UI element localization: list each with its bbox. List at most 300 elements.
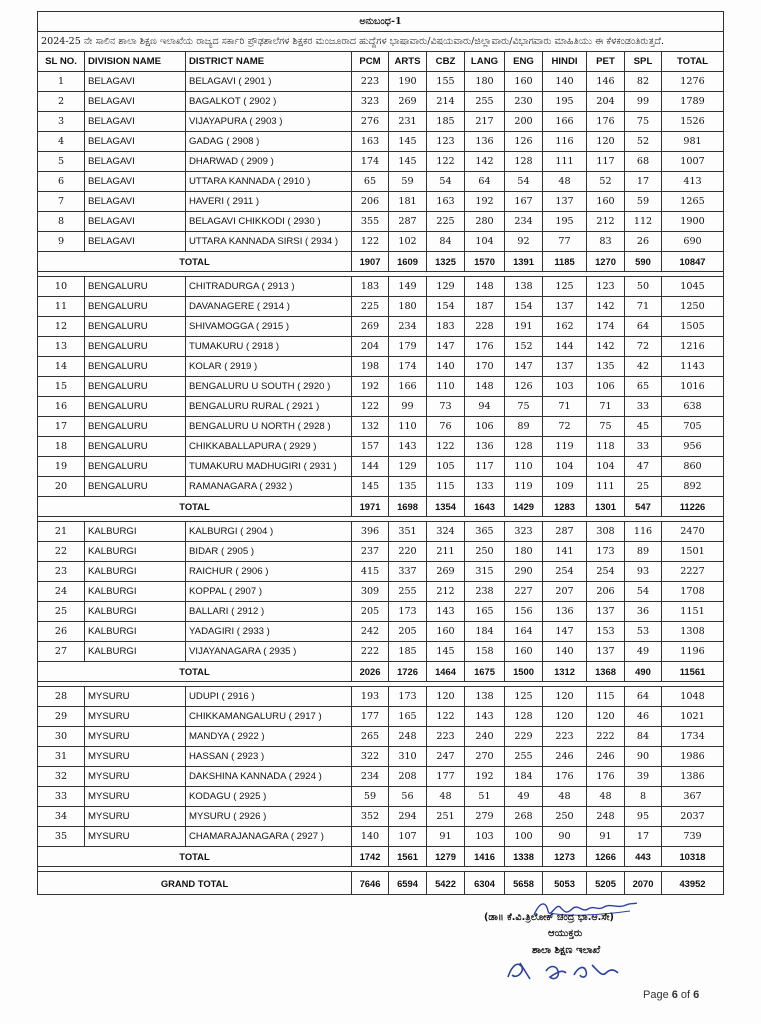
cell-eng: 160 <box>505 642 543 662</box>
cell-sl-no: 31 <box>38 747 85 767</box>
col-header-arts: ARTS <box>389 52 427 72</box>
cell-cbz: 91 <box>427 827 465 847</box>
total-pcm: 1971 <box>352 497 389 517</box>
table-row <box>38 707 724 727</box>
cell-pcm: 352 <box>352 807 389 827</box>
cell-lang: 240 <box>465 727 505 747</box>
cell-cbz: 110 <box>427 377 465 397</box>
cell-district-name: BAGALKOT ( 2902 ) <box>186 92 352 112</box>
cell-pcm: 177 <box>352 707 389 727</box>
cell-division-name: MYSURU <box>85 787 186 807</box>
cell-eng: 126 <box>505 132 543 152</box>
cell-spl: 17 <box>625 827 662 847</box>
cell-division-name: KALBURGI <box>85 562 186 582</box>
cell-pcm: 145 <box>352 477 389 497</box>
cell-division-name: BENGALURU <box>85 357 186 377</box>
cell-lang: 279 <box>465 807 505 827</box>
cell-arts: 145 <box>389 132 427 152</box>
table-row <box>38 687 724 707</box>
cell-total: 1007 <box>662 152 724 172</box>
cell-pet: 123 <box>587 277 625 297</box>
cell-arts: 99 <box>389 397 427 417</box>
cell-spl: 49 <box>625 642 662 662</box>
cell-pcm: 265 <box>352 727 389 747</box>
cell-arts: 59 <box>389 172 427 192</box>
cell-arts: 174 <box>389 357 427 377</box>
cell-cbz: 211 <box>427 542 465 562</box>
cell-sl-no: 13 <box>38 337 85 357</box>
cell-spl: 54 <box>625 582 662 602</box>
table-row <box>38 522 724 542</box>
col-header-division: DIVISION NAME <box>85 52 186 72</box>
cell-eng: 92 <box>505 232 543 252</box>
total-hindi: 1273 <box>543 847 587 867</box>
total-arts: 1726 <box>389 662 427 682</box>
cell-eng: 138 <box>505 277 543 297</box>
cell-sl-no: 20 <box>38 477 85 497</box>
table-row <box>38 642 724 662</box>
cell-pcm: 355 <box>352 212 389 232</box>
cell-pet: 254 <box>587 562 625 582</box>
cell-pet: 146 <box>587 72 625 92</box>
cell-hindi: 250 <box>543 807 587 827</box>
cell-district-name: MYSURU ( 2926 ) <box>186 807 352 827</box>
cell-pet: 83 <box>587 232 625 252</box>
cell-lang: 133 <box>465 477 505 497</box>
cell-cbz: 225 <box>427 212 465 232</box>
total-label: TOTAL <box>38 847 352 867</box>
grand-total-cbz: 5422 <box>427 872 465 895</box>
cell-cbz: 122 <box>427 707 465 727</box>
col-header-district: DISTRICT NAME <box>186 52 352 72</box>
total-spl: 490 <box>625 662 662 682</box>
col-header-total: TOTAL <box>662 52 724 72</box>
cell-lang: 106 <box>465 417 505 437</box>
cell-total: 1143 <box>662 357 724 377</box>
cell-cbz: 54 <box>427 172 465 192</box>
total-lang: 1570 <box>465 252 505 272</box>
cell-district-name: CHAMARAJANAGARA ( 2927 ) <box>186 827 352 847</box>
table-row <box>38 337 724 357</box>
cell-total: 1151 <box>662 602 724 622</box>
cell-cbz: 183 <box>427 317 465 337</box>
total-label: TOTAL <box>38 252 352 272</box>
cell-total: 413 <box>662 172 724 192</box>
cell-district-name: BELAGAVI ( 2901 ) <box>186 72 352 92</box>
cell-lang: 104 <box>465 232 505 252</box>
cell-division-name: KALBURGI <box>85 642 186 662</box>
grand-total-label: GRAND TOTAL <box>38 872 352 895</box>
cell-lang: 180 <box>465 72 505 92</box>
cell-arts: 231 <box>389 112 427 132</box>
total-spl: 547 <box>625 497 662 517</box>
table-row <box>38 727 724 747</box>
cell-pet: 91 <box>587 827 625 847</box>
cell-arts: 234 <box>389 317 427 337</box>
cell-cbz: 212 <box>427 582 465 602</box>
cell-eng: 255 <box>505 747 543 767</box>
cell-division-name: MYSURU <box>85 807 186 827</box>
col-header-spl: SPL <box>625 52 662 72</box>
cell-district-name: BELAGAVI CHIKKODI ( 2930 ) <box>186 212 352 232</box>
cell-pcm: 237 <box>352 542 389 562</box>
cell-spl: 72 <box>625 337 662 357</box>
cell-arts: 56 <box>389 787 427 807</box>
cell-eng: 119 <box>505 477 543 497</box>
cell-cbz: 105 <box>427 457 465 477</box>
cell-district-name: CHITRADURGA ( 2913 ) <box>186 277 352 297</box>
cell-lang: 143 <box>465 707 505 727</box>
cell-cbz: 123 <box>427 132 465 152</box>
cell-pcm: 163 <box>352 132 389 152</box>
grand-total-eng: 5658 <box>505 872 543 895</box>
cell-division-name: MYSURU <box>85 727 186 747</box>
table-row <box>38 232 724 252</box>
cell-division-name: BELAGAVI <box>85 232 186 252</box>
cell-pcm: 198 <box>352 357 389 377</box>
cell-sl-no: 12 <box>38 317 85 337</box>
cell-cbz: 147 <box>427 337 465 357</box>
cell-eng: 164 <box>505 622 543 642</box>
cell-hindi: 116 <box>543 132 587 152</box>
cell-district-name: MANDYA ( 2922 ) <box>186 727 352 747</box>
cell-spl: 33 <box>625 397 662 417</box>
cell-spl: 42 <box>625 357 662 377</box>
cell-total: 860 <box>662 457 724 477</box>
col-header-hindi: HINDI <box>543 52 587 72</box>
cell-hindi: 254 <box>543 562 587 582</box>
table-row <box>38 172 724 192</box>
cell-sl-no: 32 <box>38 767 85 787</box>
total-pcm: 2026 <box>352 662 389 682</box>
table-row <box>38 767 724 787</box>
grand-total-total: 43952 <box>662 872 724 895</box>
cell-total: 1900 <box>662 212 724 232</box>
total-spl: 443 <box>625 847 662 867</box>
cell-spl: 112 <box>625 212 662 232</box>
cell-arts: 179 <box>389 337 427 357</box>
cell-arts: 248 <box>389 727 427 747</box>
cell-spl: 93 <box>625 562 662 582</box>
cell-division-name: KALBURGI <box>85 542 186 562</box>
total-cbz: 1325 <box>427 252 465 272</box>
grand-total-arts: 6594 <box>389 872 427 895</box>
cell-pet: 117 <box>587 152 625 172</box>
cell-arts: 173 <box>389 687 427 707</box>
cell-cbz: 129 <box>427 277 465 297</box>
cell-pcm: 205 <box>352 602 389 622</box>
cell-pcm: 183 <box>352 277 389 297</box>
cell-cbz: 324 <box>427 522 465 542</box>
cell-total: 892 <box>662 477 724 497</box>
cell-division-name: BELAGAVI <box>85 92 186 112</box>
cell-division-name: MYSURU <box>85 687 186 707</box>
cell-district-name: BALLARI ( 2912 ) <box>186 602 352 622</box>
cell-eng: 234 <box>505 212 543 232</box>
cell-sl-no: 29 <box>38 707 85 727</box>
cell-hindi: 144 <box>543 337 587 357</box>
cell-pet: 137 <box>587 602 625 622</box>
cell-pet: 173 <box>587 542 625 562</box>
total-spl: 590 <box>625 252 662 272</box>
total-hindi: 1185 <box>543 252 587 272</box>
cell-total: 1048 <box>662 687 724 707</box>
total-eng: 1500 <box>505 662 543 682</box>
total-hindi: 1283 <box>543 497 587 517</box>
cell-lang: 148 <box>465 377 505 397</box>
cell-eng: 229 <box>505 727 543 747</box>
total-lang: 1416 <box>465 847 505 867</box>
cell-eng: 323 <box>505 522 543 542</box>
cell-sl-no: 7 <box>38 192 85 212</box>
cell-total: 1386 <box>662 767 724 787</box>
cell-total: 1308 <box>662 622 724 642</box>
table-row <box>38 827 724 847</box>
cell-hindi: 140 <box>543 642 587 662</box>
cell-pcm: 174 <box>352 152 389 172</box>
col-header-slno: SL NO. <box>38 52 85 72</box>
cell-spl: 26 <box>625 232 662 252</box>
cell-cbz: 251 <box>427 807 465 827</box>
cell-spl: 36 <box>625 602 662 622</box>
cell-division-name: BENGALURU <box>85 337 186 357</box>
cell-total: 1734 <box>662 727 724 747</box>
cell-division-name: BELAGAVI <box>85 172 186 192</box>
cell-total: 1501 <box>662 542 724 562</box>
cell-hindi: 246 <box>543 747 587 767</box>
total-pet: 1368 <box>587 662 625 682</box>
cell-arts: 190 <box>389 72 427 92</box>
cell-division-name: BENGALURU <box>85 417 186 437</box>
cell-pet: 118 <box>587 437 625 457</box>
cell-sl-no: 16 <box>38 397 85 417</box>
cell-eng: 147 <box>505 357 543 377</box>
cell-hindi: 71 <box>543 397 587 417</box>
cell-sl-no: 23 <box>38 562 85 582</box>
cell-total: 705 <box>662 417 724 437</box>
total-pet: 1266 <box>587 847 625 867</box>
table-row <box>38 132 724 152</box>
cell-total: 956 <box>662 437 724 457</box>
cell-pcm: 193 <box>352 687 389 707</box>
cell-pet: 176 <box>587 112 625 132</box>
cell-arts: 135 <box>389 477 427 497</box>
cell-division-name: BENGALURU <box>85 277 186 297</box>
cell-total: 1021 <box>662 707 724 727</box>
cell-hindi: 141 <box>543 542 587 562</box>
col-header-pet: PET <box>587 52 625 72</box>
cell-sl-no: 3 <box>38 112 85 132</box>
cell-spl: 116 <box>625 522 662 542</box>
cell-pet: 142 <box>587 337 625 357</box>
cell-pet: 246 <box>587 747 625 767</box>
cell-sl-no: 28 <box>38 687 85 707</box>
cell-lang: 165 <box>465 602 505 622</box>
cell-lang: 170 <box>465 357 505 377</box>
cell-hindi: 90 <box>543 827 587 847</box>
cell-total: 1505 <box>662 317 724 337</box>
cell-total: 2227 <box>662 562 724 582</box>
cell-division-name: BENGALURU <box>85 457 186 477</box>
cell-pcm: 309 <box>352 582 389 602</box>
cell-cbz: 155 <box>427 72 465 92</box>
cell-pcm: 222 <box>352 642 389 662</box>
cell-hindi: 103 <box>543 377 587 397</box>
cell-district-name: DAVANAGERE ( 2914 ) <box>186 297 352 317</box>
cell-hindi: 111 <box>543 152 587 172</box>
cell-eng: 290 <box>505 562 543 582</box>
cell-lang: 51 <box>465 787 505 807</box>
total-eng: 1391 <box>505 252 543 272</box>
cell-hindi: 104 <box>543 457 587 477</box>
cell-pcm: 269 <box>352 317 389 337</box>
cell-spl: 68 <box>625 152 662 172</box>
cell-spl: 17 <box>625 172 662 192</box>
table-row <box>38 72 724 92</box>
cell-spl: 50 <box>625 277 662 297</box>
grand-total-hindi: 5053 <box>543 872 587 895</box>
cell-hindi: 48 <box>543 172 587 192</box>
cell-sl-no: 17 <box>38 417 85 437</box>
cell-arts: 149 <box>389 277 427 297</box>
cell-eng: 227 <box>505 582 543 602</box>
cell-hindi: 72 <box>543 417 587 437</box>
cell-sl-no: 18 <box>38 437 85 457</box>
cell-eng: 128 <box>505 152 543 172</box>
cell-spl: 89 <box>625 542 662 562</box>
grand-total-pcm: 7646 <box>352 872 389 895</box>
cell-division-name: BENGALURU <box>85 437 186 457</box>
cell-total: 739 <box>662 827 724 847</box>
cell-total: 1016 <box>662 377 724 397</box>
annexure-title: ಅನುಬಂಧ-1 <box>38 12 724 32</box>
cell-eng: 54 <box>505 172 543 192</box>
cell-cbz: 120 <box>427 687 465 707</box>
cell-cbz: 145 <box>427 642 465 662</box>
total-cbz: 1279 <box>427 847 465 867</box>
cell-pet: 111 <box>587 477 625 497</box>
cell-pet: 160 <box>587 192 625 212</box>
cell-pet: 153 <box>587 622 625 642</box>
table-row <box>38 357 724 377</box>
cell-hindi: 162 <box>543 317 587 337</box>
cell-pcm: 322 <box>352 747 389 767</box>
table-row <box>38 397 724 417</box>
cell-lang: 187 <box>465 297 505 317</box>
cell-lang: 148 <box>465 277 505 297</box>
total-cbz: 1464 <box>427 662 465 682</box>
header-row <box>38 52 724 72</box>
total-total: 11226 <box>662 497 724 517</box>
cell-lang: 142 <box>465 152 505 172</box>
cell-pcm: 204 <box>352 337 389 357</box>
cell-eng: 200 <box>505 112 543 132</box>
cell-pet: 48 <box>587 787 625 807</box>
cell-pcm: 234 <box>352 767 389 787</box>
cell-sl-no: 10 <box>38 277 85 297</box>
cell-pet: 212 <box>587 212 625 232</box>
cell-district-name: YADAGIRI ( 2933 ) <box>186 622 352 642</box>
table-row <box>38 477 724 497</box>
cell-lang: 238 <box>465 582 505 602</box>
cell-eng: 230 <box>505 92 543 112</box>
cell-arts: 129 <box>389 457 427 477</box>
cell-sl-no: 22 <box>38 542 85 562</box>
cell-arts: 102 <box>389 232 427 252</box>
total-pcm: 1742 <box>352 847 389 867</box>
cell-lang: 192 <box>465 767 505 787</box>
cell-pcm: 59 <box>352 787 389 807</box>
cell-pcm: 323 <box>352 92 389 112</box>
cell-spl: 8 <box>625 787 662 807</box>
table-row <box>38 602 724 622</box>
cell-hindi: 120 <box>543 687 587 707</box>
cell-hindi: 137 <box>543 297 587 317</box>
cell-district-name: SHIVAMOGGA ( 2915 ) <box>186 317 352 337</box>
cell-hindi: 48 <box>543 787 587 807</box>
cell-hindi: 77 <box>543 232 587 252</box>
cell-hindi: 109 <box>543 477 587 497</box>
page-footer <box>643 989 699 1001</box>
cell-eng: 128 <box>505 707 543 727</box>
table-row <box>38 542 724 562</box>
cell-arts: 110 <box>389 417 427 437</box>
cell-sl-no: 35 <box>38 827 85 847</box>
cell-district-name: CHIKKABALLAPURA ( 2929 ) <box>186 437 352 457</box>
cell-hindi: 137 <box>543 357 587 377</box>
page-separator: of <box>677 989 694 1001</box>
cell-eng: 100 <box>505 827 543 847</box>
cell-arts: 294 <box>389 807 427 827</box>
cell-cbz: 122 <box>427 152 465 172</box>
cell-spl: 46 <box>625 707 662 727</box>
cell-lang: 158 <box>465 642 505 662</box>
cell-division-name: KALBURGI <box>85 582 186 602</box>
cell-arts: 220 <box>389 542 427 562</box>
cell-spl: 71 <box>625 297 662 317</box>
table-row <box>38 807 724 827</box>
cell-division-name: MYSURU <box>85 767 186 787</box>
cell-pcm: 415 <box>352 562 389 582</box>
total-label: TOTAL <box>38 497 352 517</box>
col-header-cbz: CBZ <box>427 52 465 72</box>
cell-division-name: BELAGAVI <box>85 132 186 152</box>
cell-lang: 64 <box>465 172 505 192</box>
cell-lang: 217 <box>465 112 505 132</box>
table-row <box>38 457 724 477</box>
cell-sl-no: 33 <box>38 787 85 807</box>
cell-division-name: MYSURU <box>85 827 186 847</box>
cell-district-name: HAVERI ( 2911 ) <box>186 192 352 212</box>
cell-division-name: BENGALURU <box>85 397 186 417</box>
cell-total: 1045 <box>662 277 724 297</box>
cell-pcm: 192 <box>352 377 389 397</box>
cell-district-name: GADAG ( 2908 ) <box>186 132 352 152</box>
grand-total-row <box>38 872 724 895</box>
cell-spl: 25 <box>625 477 662 497</box>
cell-sl-no: 5 <box>38 152 85 172</box>
cell-division-name: KALBURGI <box>85 522 186 542</box>
cell-eng: 156 <box>505 602 543 622</box>
cell-spl: 45 <box>625 417 662 437</box>
cell-district-name: UTTARA KANNADA ( 2910 ) <box>186 172 352 192</box>
cell-total: 690 <box>662 232 724 252</box>
table-row <box>38 317 724 337</box>
cell-sl-no: 11 <box>38 297 85 317</box>
cell-division-name: BELAGAVI <box>85 72 186 92</box>
division-total-row <box>38 847 724 867</box>
cell-spl: 59 <box>625 192 662 212</box>
